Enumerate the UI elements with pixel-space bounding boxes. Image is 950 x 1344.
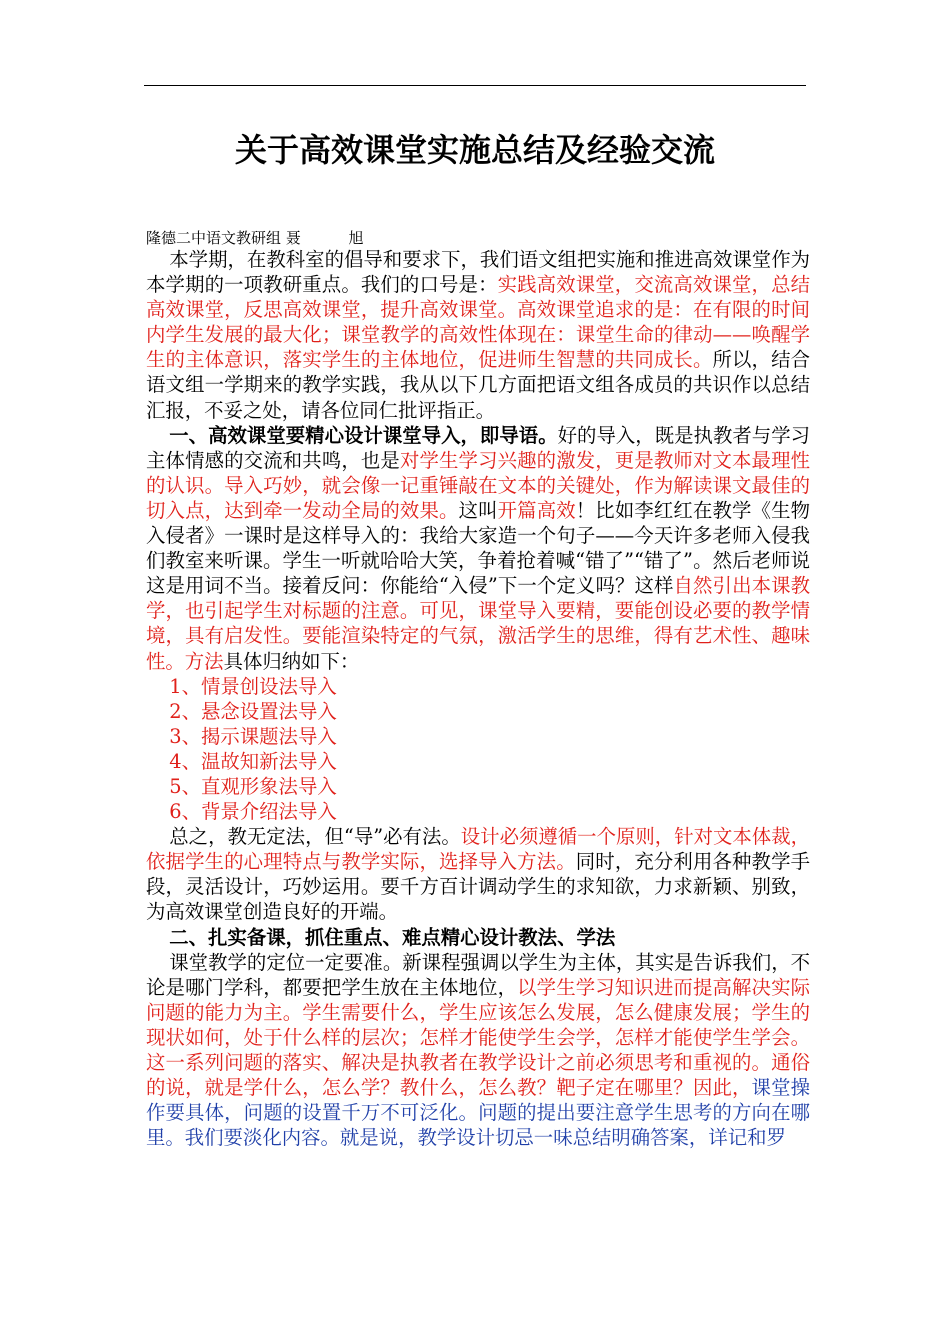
text-run: 开篇高效 <box>497 498 576 522</box>
text-run: 实践高效课堂，交流高效课堂，总结高效课堂，反思高效课堂，提升高效课堂。高效课堂追求的是：在有限的时间内学生发展的最大化；课堂教学的高效性体现在：课堂生命的律动——唤醒学生的主体意识，落实学生的主体地位，促进师生智慧的共同成长。 <box>146 273 811 372</box>
paragraph-section-1 <box>146 423 810 674</box>
text-run: 总之，教无定法，但“导”必有法。 <box>169 825 461 849</box>
header-rule <box>144 85 806 86</box>
paragraph-intro <box>146 247 810 423</box>
text-run: 通俗的说，就是学什么，怎么学？教什么，怎么教？靶子定在哪里？因此， <box>146 1051 811 1100</box>
method-item-4: 4、温故知新法导入 <box>169 749 337 773</box>
text-run: 同时，充分利用各种教学手段，灵活设计，巧妙运用。要千方百计调动学生的求知欲，力求新颖、别致，为高效课堂创造良好的开端。 <box>146 850 811 924</box>
method-item-2: 2、悬念设置法导入 <box>169 699 337 723</box>
paragraph-summary <box>146 824 810 924</box>
text-run: 对学生学习兴趣的激发，更是教师对文本最理性的认识。导入巧妙，就会像一记重锤敲在文本的关键处，作为解读课文最佳的切入点，达到牵一发动全局的效果。 <box>146 448 810 522</box>
text-run: 这叫 <box>458 498 498 522</box>
document-body <box>146 247 810 1150</box>
text-run: 以学生学习知识进而提高解决实际问题的能力为主。学生需要什么，学生应该怎么发展，怎么健康发展；学生的现状如何，处于什么样的层次；怎样才能使学生会学，怎样才能使学生学会。这一系列问题的落实、解决是执教者在教学设计之前必须思考和重视的。 <box>146 975 811 1074</box>
text-run: 本学期，在教科室的倡导和要求下，我们语文组把实施和推进高效课堂作为本学期的一项教研重点。我们的口号是： <box>146 248 810 297</box>
text-run: 具体归纳如下： <box>223 649 360 673</box>
text-run: 设计必须遵循一个原则，针对文本体裁，依据学生的心理特点与教学实际，选择导入方法。 <box>146 825 811 874</box>
text-run: 自然引出本课教学，也引起学生对标题的注意。可见，课堂导入要精，要能创设必要的教学情境，具有启发性。要能渲染特定的气氛，激活学生的思维，得有艺术性、趣味性。方法 <box>146 574 811 673</box>
text-run: 课堂教学的定位一定要准。新课程强调以学生为主体，其实是告诉我们，不论是哪门学科，都要把学生放在主体地位， <box>146 950 810 999</box>
text-run: ！比如李红红在教学《生物入侵者》一课时是这样导入的：我给大家造一个句子——今天许多老师入侵我们教室来听课。学生一听就哈哈大笑，争着抢着喊“错了”“错了”。然后老师说这是用词不当。接着反问：你能给“入侵”下一个定义吗？这样 <box>146 498 811 598</box>
document-title: 关于高效课堂实施总结及经验交流 <box>234 131 715 169</box>
section-heading-2: 二、扎实备课，抓住重点、难点精心设计教法、学法 <box>169 925 616 949</box>
text-run: 课堂操作要具体，问题的设置千万不可泛化。问题的提出要注意学生思考的方向在哪里。我们要淡化内容。就是说，教学设计切忌一味总结明确答案，详记和罗 <box>146 1076 811 1150</box>
method-item-6: 6、背景介绍法导入 <box>169 800 337 824</box>
text-run: 好的导入，既是执教者与学习主体情感的交流和共鸣，也是 <box>146 423 811 472</box>
author-line: 隆德二中语文教研组 聂 旭 <box>146 229 364 247</box>
section-heading-1: 一、高效课堂要精心设计课堂导入，即导语。 <box>169 423 558 447</box>
method-item-1: 1、情景创设法导入 <box>169 674 337 698</box>
text-run: 所以，结合语文组一学期来的教学实践，我从以下几方面把语文组各成员的共识作以总结汇报，不妥之处，请各位同仁批评指正。 <box>146 348 811 422</box>
method-item-5: 5、直观形象法导入 <box>169 774 337 798</box>
method-item-3: 3、揭示课题法导入 <box>169 724 337 748</box>
paragraph-section-2 <box>146 950 810 1151</box>
